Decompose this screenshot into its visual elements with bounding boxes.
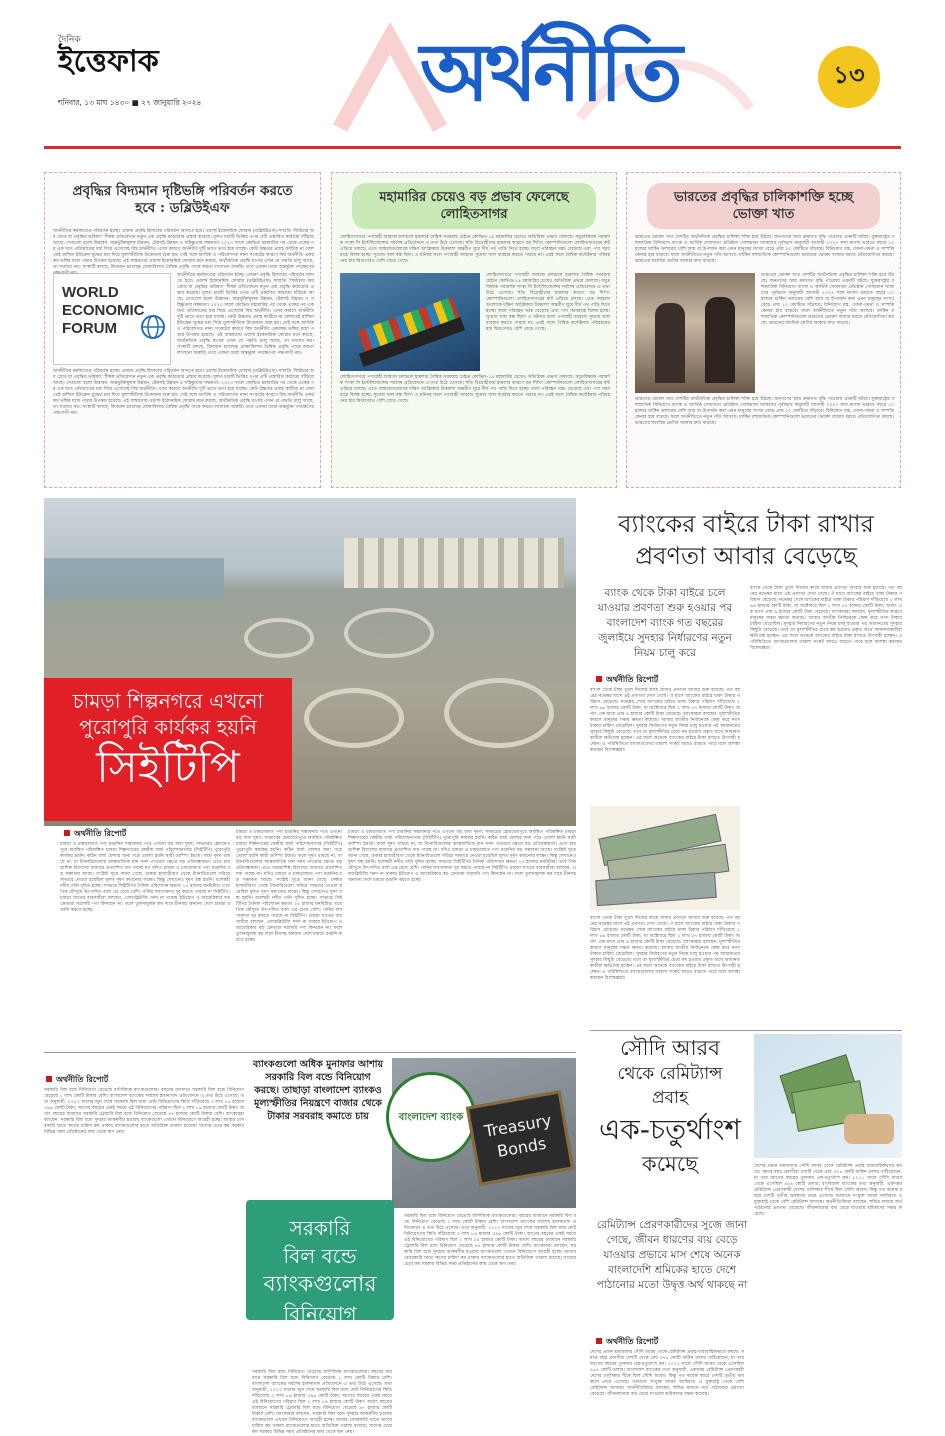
treasury-bonds-sign: Treasury Bonds bbox=[466, 1090, 574, 1185]
red-sea-body-bottom: লোহিতসাগরে পণ্যবাহী জাহাজ চলাচলে হামলার বৈশ্বিক সরবরাহ চেইনে কোভিড-১৯ মহামারির চেয়েও অতিরিক্ত প্রভাব ফেলছে। সমুদ্রবিষয়ক পরামর্শক সংস্থা সি ইন্টেলিজেন্সের সর্বশেষ প্রতিবেদনে এ তথ্য উঠে এসেছে। হুতি বিদ্রোহীদের হামলার কারণে বড় শিপিং কোম্পানিগুলো লোহিতসাগরের রুট এড়িয়ে চলছে। এতে জাহাজগুলোকে দক্ষিণ আফ্রিকার উত্তমাশা অন্তরীপ ঘুরে দীর্ঘ পথ পাড়ি দিতে হচ্ছে। ফলে পরিবহন খরচ বেড়েছে এবং পণ্য সরবরাহে বিলম্ব হচ্ছে। সুয়েজ খাল বন্ধ ছিল। এ ঘটনার ফলে পণ্যবাহী জাহাজ সুয়েজ খাল ব্যবহার করতে পারছে না। এরই ফলে বৈশ্বিক কন্টেইনার পরিবহনের হার দ্বিগুণেরও বেশি বেড়ে গেছে। bbox=[340, 375, 610, 404]
bond-kicker: ব্যাংকগুলো অধিক মুনাফার আশায় সরকারি বিল বন্ডে বিনিয়োগ করছে। তাছাড়া বাংলাদেশ ব্যাংকও মূল্যস্ফীতির নিয়ন্ত্রণে বাজার থেকে টাকার সরবরাহ কমাতে চায় bbox=[252, 1059, 384, 1122]
cetp-byline: অর্থনীতি রিপোর্ট bbox=[64, 828, 126, 841]
page-number: ১৩ bbox=[818, 46, 880, 108]
bank-body-col1: ব্যাংক থেকে টাকা তুলে নিজের কাছে রাখার প্রবণতা আবার শুরু হয়েছে। গত বছরের নভেম্বর মাসে এই প্রবণতা দেখা গেছে। ঐ মাসে ব্যাংকের বাইরে থাকা টাকার পরিমাণ বেড়েছে। নভেম্বর শেষে ব্যাংকের বাইরে থাকা টাকার পরিমাণ দাঁড়িয়েছে ২ লাখ ৬৬ হাজার কোটি টাকা, যা অক্টোবরে ছিল ২ লাখ ৫৭ হাজার কোটি টাকা। অর্থাৎ এক মাসে প্রায় ৯ হাজার কোটি টাকা বেড়েছে। ব্যাংকাররা বলছেন, মূল্যস্ফীতির কারণে মানুষের সঞ্চয় ক্ষমতা কমেছে। আবার জাতীয় নির্বাচনকে কেন্দ্র করে নগদ টাকার চাহিদা বেড়েছিল। সুদহার নির্ধারণের নতুন নিয়ম চালু হওয়ার পর আমানতের সুদহার কিছুটা বেড়েছে। তবে তা মূল্যস্ফীতির চেয়ে কম হওয়ায় প্রকৃত অর্থে আমানতকারীরা ক্ষতিগ্রস্ত হচ্ছেন। এর ফলে অনেকে ব্যাংকের বাইরে টাকা রাখতে উৎসাহী হচ্ছেন। এ পরিস্থিতিতে ব্যাংকগুলোর তারল্য সংকট আরও বাড়তে পারে বলে আশঙ্কা করছেন বিশেষজ্ঞরা। bbox=[590, 688, 740, 753]
red-sea-body-top: লোহিতসাগরে পণ্যবাহী জাহাজ চলাচলে হামলার বৈশ্বিক সরবরাহ চেইনে কোভিড-১৯ মহামারির চেয়েও অতিরিক্ত প্রভাব ফেলছে। সমুদ্রবিষয়ক পরামর্শক সংস্থা সি ইন্টেলিজেন্সের সর্বশেষ প্রতিবেদনে এ তথ্য উঠে এসেছে। হুতি বিদ্রোহীদের হামলার কারণে বড় শিপিং কোম্পানিগুলো লোহিতসাগরের রুট এড়িয়ে চলছে। এতে জাহাজগুলোকে দক্ষিণ আফ্রিকার উত্তমাশা অন্তরীপ ঘুরে দীর্ঘ পথ পাড়ি দিতে হচ্ছে। ফলে পরিবহন খরচ বেড়েছে এবং পণ্য সরবরাহে বিলম্ব হচ্ছে। সুয়েজ খাল বন্ধ ছিল। এ ঘটনার ফলে পণ্যবাহী জাহাজ সুয়েজ খাল ব্যবহার করতে পারছে না। এরই ফলে বৈশ্বিক কন্টেইনার পরিবহনের হার দ্বিগুণেরও বেশি বেড়ে গেছে। bbox=[340, 235, 610, 264]
remit-subhead: রেমিট্যান্স প্রেরণকারীদের সুজে জানা গেছে, জীবন ধারণের ব্যয় বেড়ে যাওয়ার প্রভাবে মাস শেষে অনেক বাংলাদেশি শ্রমিকের হাতে দেশে পাঠানোর মতো উদ্বৃত্ত অর্থ থাকছে না bbox=[596, 1219, 748, 1291]
cetp-body-col2: চামড়া ও চামড়াজাত পণ্য রপ্তানির সম্ভাবনার পথে এখনো বড় বাধা দূষণ। সাভারের হেমায়েতপুরে অবস্থিত পরিকল্পিত চামড়া শিল্পনগরের কেন্দ্রীয় বর্জ্য পরিশোধনাগার (সিইটিপি) পুরোপুরি কার্যকর হয়নি। কঠিন বর্জ্য ফেলার জন্য গড়ে তোলা হয়নি স্থায়ী ডাম্পিং ইয়ার্ড। ফলে দূষণ থামছে না, যা ট্যানারিগুলোর আন্তর্জাতিক মান সনদ পাওয়ার ক্ষেত্রে বড় প্রতিবন্ধকতা। এতে চামড়াশিল্প বিদেশের বাজারে প্রত্যাশিত দাম পাচ্ছে না। যদিও চামড়া ও চামড়াজাত পণ্য রপ্তানির বড় সম্ভাবনা আছে। সংশ্লিষ্ট সূত্রে জানা গেছে, ঢাকার হাজারীবাগ থেকে ট্যানারিগুলো সরিয়ে সাভারে নেওয়া হয়েছিল মূলত দূষণ কমানোর লক্ষ্যে। কিন্তু সেখানেও দূষণ বন্ধ হয়নি। ধলেশ্বরী নদীর পানি দূষিত হচ্ছে। সাভারে সিইটিপির দৈনিক পরিশোধন ক্ষমতা ২৫ হাজার ঘনমিটার। তবে পিক মৌসুমে উৎপাদিত বর্জ্য এর চেয়ে বেশি। পানির লবণাক্ততা দূর করতে পারছে না সিইটিপি। চামড়া খাতের ব্যবসায়ীরা বলছেন, এলডব্লিউজি সনদ না থাকায় ইউরোপ ও আমেরিকার বড় ক্রেতারা সরাসরি পণ্য কিনছেন না। ফলে তুলনামূলক কম দামে চীনসহ অন্যান্য দেশে চামড়া রপ্তানি করতে হচ্ছে। bbox=[236, 830, 342, 943]
wef-logo-line3: FORUM bbox=[62, 320, 117, 337]
bond-body-col3: সরকারি বিল বন্ডে বিনিয়োগ বেড়েছে বাণিজ্যিক ব্যাংকগুলোর। বছরের ব্যবধানে সরকারি বিল বন্ডে বিনিয়োগ বেড়েছে ১ লাখ কোটি টাকার বেশি। বাংলাদেশ ব্যাংকের সর্বশেষ হালনাগাদ প্রতিবেদনে এ তথ্য উঠে এসেছে। তথ্য অনুযায়ী, ২০২৩ সালের জুন শেষে সরকারি বিল বন্ডে মোট বিনিয়োগের স্থিতি দাঁড়িয়েছে ৩ লাখ ৮৬ হাজার ৩৯৬ কোটি টাকা। আগের বছরের একই সময়ে এই বিনিয়োগের পরিমাণ ছিল ২ লাখ ৮৯ হাজার কোটি টাকা। অর্থাৎ বছরের ব্যবধানে সরকারি ট্রেজারি বিল বন্ডে বিনিয়োগ বেড়েছে ৯৭ হাজার কোটি টাকার বেশি। ব্যাংকাররা বলছেন, সরকারি বিল বন্ডে সুদহার আকর্ষণীয় হওয়ায় ব্যাংকগুলো এখানে বিনিয়োগে আগ্রহী হচ্ছে। আবার বেসরকারি খাতে ঋণের চাহিদা কম থাকায় ব্যাংকগুলোর হাতে অতিরিক্ত তারল্য রয়েছে। খাদ্যের চেয়ে কম সরকার বিভিন্ন সময় প্রতিষ্ঠানের কাছ থেকে ঋণ নেয়। bbox=[404, 1214, 576, 1267]
remit-divider bbox=[590, 1030, 902, 1031]
remit-headline bbox=[590, 1034, 750, 1110]
remit-body-col1: দেশের প্রধান শ্রমবাজার সৌদি আরব থেকে রেমিট্যান্স প্রবাহ ধারাবাহিকভাবে কমছে। সমাপ্ত বছর প্রবাসীরা দেশটি থেকে প্রায় ৩৭৪ কোটি মার্কিন ডলার পাঠিয়েছেন, যা তার আগের বছরের তুলনায় এক-চতুর্থাংশ কম। ২০২২ সালে সৌদি আরব থেকে এসেছিল ৪৫৪ কোটি ডলার। বাংলাদেশ ব্যাংকের তথ্য অনুযায়ী, একসময় রেমিট্যান্স প্রেরণকারী দেশের তালিকায় শীর্ষে ছিল সৌদি আরব। কিন্তু গত কয়েক বছরে দেশটি তৃতীয় অবস্থানে নেমে এসেছে। বর্তমানে সংযুক্ত আরব আমিরাত ও যুক্তরাষ্ট্র থেকে বেশি রেমিট্যান্স আসছে। অর্থনীতিবিদরা বলছেন, হুন্ডির মাধ্যমে অর্থ পাঠানোর প্রবণতা বেড়েছে। জীবনযাত্রার ব্যয় বেড়ে যাওয়ায় শ্রমিকদের সঞ্চয় কমেছে। bbox=[590, 1350, 744, 1397]
bond-headline-line3: ব্যাংকগুলোর bbox=[263, 1272, 377, 1297]
bond-headline-line5: বেড়েছে bbox=[289, 1330, 351, 1354]
logo-tagline: দৈনিক bbox=[58, 35, 81, 45]
wef-body-bottom: অর্থনীতির কর্মকাণ্ডের পরিবর্তন হচ্ছে। এজন্য প্রবৃদ্ধি হিসাবের পরিবর্তন আনতে হবে। ওয়ার্ল্ড ইকোনমিক ফোরাম (ডব্লিউইএফ) সম্প্রতি 'ফিউচার অব গ্রোথ বা প্রবৃদ্ধির ভবিষ্যৎ' শীর্ষক প্রতিবেদনে নতুন এক প্রবৃদ্ধি কাঠামোর প্রস্তাব করেছে। মূলত চারটি ভিত্তির ওপর এটি প্রস্তাবিত কাঠামো দাঁড়িয়ে আছে। সেগুলো হলো উদ্ভাবন, অন্তর্ভুক্তিমূলক উন্নয়ন, টেকসই উন্নয়ন ও সহিষ্ণুতার সক্ষমতা। ২০২৩ সালে কোভিড মহামারির পর থেকে একের পর এক ঘাত প্রতিঘাতের মধ্য দিয়ে এগোচ্ছে বিশ্ব অর্থনীতি। এসব কারণে অর্থনীতি দুটি ভাগে ভাগ হয়ে যাচ্ছে। কেউ উচ্চতর প্রবাহ কাটিয়ে না ফেলতেই রাশিয়া ইউক্রেন যুদ্ধের মধ্য দিয়ে মুল্যস্ফীতিক উত্তেজনা শুরু হয়। সেই সঙ্গে আর্থিক ও পরিবেশগত নানা সংকটের কারণে বিশ্ব অর্থনীতি একরকম ভঙ্গির মধ্যে পড়ার উপক্রম হয়েছে। এই বাস্তবতায় ওয়ার্ল্ড ইকোনমিক ফোরাম মনে করছে, অর্থনৈতিক প্রবৃদ্ধি মাপার এখন যে পদ্ধতি চালু আছে, তা যথাযথ নয়। সংস্থাটি বলছে, বিদ্যমান চ্যালেঞ্জ মোকাবিলায় বৈশ্বিক প্রবৃদ্ধি পাকে ফয়ত্য লাগানো জরুরি। তবে এজন্য তারা অন্তর্ভুক্ত পদক্ষেপের পক্ষপাতী নয়। bbox=[53, 369, 314, 416]
bond-body-col1: সরকারি বিল বন্ডে বিনিয়োগ বেড়েছে বাণিজ্যিক ব্যাংকগুলোর। বছরের ব্যবধানে সরকারি বিল বন্ডে বিনিয়োগ বেড়েছে ১ লাখ কোটি টাকার বেশি। বাংলাদেশ ব্যাংকের সর্বশেষ হালনাগাদ প্রতিবেদনে এ তথ্য উঠে এসেছে। তথ্য অনুযায়ী, ২০২৩ সালের জুন শেষে সরকারি বিল বন্ডে মোট বিনিয়োগের স্থিতি দাঁড়িয়েছে ৩ লাখ ৮৬ হাজার ৩৯৬ কোটি টাকা। আগের বছরের একই সময়ে এই বিনিয়োগের পরিমাণ ছিল ২ লাখ ৮৯ হাজার কোটি টাকা। অর্থাৎ বছরের ব্যবধানে সরকারি ট্রেজারি বিল বন্ডে বিনিয়োগ বেড়েছে ৯৭ হাজার কোটি টাকার বেশি। ব্যাংকাররা বলছেন, সরকারি বিল বন্ডে সুদহার আকর্ষণীয় হওয়ায় ব্যাংকগুলো এখানে বিনিয়োগে আগ্রহী হচ্ছে। আবার বেসরকারি খাতে ঋণের চাহিদা কম থাকায় ব্যাংকগুলোর হাতে অতিরিক্ত তারল্য রয়েছে। খাদ্যের চেয়ে কম সরকার বিভিন্ন সময় প্রতিষ্ঠানের কাছ থেকে ঋণ নেয়। bbox=[44, 1088, 244, 1135]
bond-headline-line2: বিল বন্ডে bbox=[283, 1244, 357, 1268]
india-headline: ভারতের প্রবৃদ্ধির চালিকাশক্তি হচ্ছে ভোক্তা খাত bbox=[647, 183, 880, 229]
red-sea-box bbox=[331, 172, 617, 488]
bond-body-col2: সরকারি বিল বন্ডে বিনিয়োগ বেড়েছে বাণিজ্যিক ব্যাংকগুলোর। বছরের ব্যবধানে সরকারি বিল বন্ডে বিনিয়োগ বেড়েছে ১ লাখ কোটি টাকার বেশি। বাংলাদেশ ব্যাংকের সর্বশেষ হালনাগাদ প্রতিবেদনে এ তথ্য উঠে এসেছে। তথ্য অনুযায়ী, ২০২৩ সালের জুন শেষে সরকারি বিল বন্ডে মোট বিনিয়োগের স্থিতি দাঁড়িয়েছে ৩ লাখ ৮৬ হাজার ৩৯৬ কোটি টাকা। আগের বছরের একই সময়ে এই বিনিয়োগের পরিমাণ ছিল ২ লাখ ৮৯ হাজার কোটি টাকা। অর্থাৎ বছরের ব্যবধানে সরকারি ট্রেজারি বিল বন্ডে বিনিয়োগ বেড়েছে ৯৭ হাজার কোটি টাকার বেশি। ব্যাংকাররা বলছেন, সরকারি বিল বন্ডে সুদহার আকর্ষণীয় হওয়ায় ব্যাংকগুলো এখানে বিনিয়োগে আগ্রহী হচ্ছে। আবার বেসরকারি খাতে ঋণের চাহিদা কম থাকায় ব্যাংকগুলোর হাতে অতিরিক্ত তারল্য রয়েছে। খাদ্যের চেয়ে কম সরকার বিভিন্ন সময় প্রতিষ্ঠানের কাছ থেকে ঋণ নেয়। bbox=[252, 1370, 392, 1435]
wef-logo-line1: WORLD bbox=[62, 284, 119, 301]
container-ship-photo bbox=[340, 273, 480, 371]
bank-headline-line1: ব্যাংকের বাইরে টাকা রাখার bbox=[618, 510, 874, 538]
wef-logo bbox=[53, 273, 171, 365]
treasury-photo bbox=[392, 1058, 576, 1208]
wef-body-side: অর্থনীতির কর্মকাণ্ডের পরিবর্তন হচ্ছে। এজন্য প্রবৃদ্ধি হিসাবের পরিবর্তন আনতে হবে। ওয়ার্ল্ড ইকোনমিক ফোরাম (ডব্লিউইএফ) সম্প্রতি 'ফিউচার অব গ্রোথ বা প্রবৃদ্ধির ভবিষ্যৎ' শীর্ষক প্রতিবেদনে নতুন এক প্রবৃদ্ধি কাঠামোর প্রস্তাব করেছে। মূলত চারটি ভিত্তির ওপর এটি প্রস্তাবিত কাঠামো দাঁড়িয়ে আছে। সেগুলো হলো উদ্ভাবন, অন্তর্ভুক্তিমূলক উন্নয়ন, টেকসই উন্নয়ন ও সহিষ্ণুতার সক্ষমতা। ২০২৩ সালে কোভিড মহামারির পর থেকে একের পর এক ঘাত প্রতিঘাতের মধ্য দিয়ে এগোচ্ছে বিশ্ব অর্থনীতি। এসব কারণে অর্থনীতি দুটি ভাগে ভাগ হয়ে যাচ্ছে। কেউ উচ্চতর প্রবাহ কাটিয়ে না ফেলতেই রাশিয়া ইউক্রেন যুদ্ধের মধ্য দিয়ে মুল্যস্ফীতিক উত্তেজনা শুরু হয়। সেই সঙ্গে আর্থিক ও পরিবেশগত নানা সংকটের কারণে বিশ্ব অর্থনীতি একরকম ভঙ্গির মধ্যে পড়ার উপক্রম হয়েছে। এই বাস্তবতায় ওয়ার্ল্ড ইকোনমিক ফোরাম মনে করছে, অর্থনৈতিক প্রবৃদ্ধি মাপার এখন যে পদ্ধতি চালু আছে, তা যথাযথ নয়। সংস্থাটি বলছে, বিদ্যমান চ্যালেঞ্জ মোকাবিলায় বৈশ্বিক প্রবৃদ্ধি পাকে ফয়ত্য লাগানো জরুরি। তবে এজন্য তারা অন্তর্ভুক্ত পদক্ষেপের পক্ষপাতী নয়। bbox=[177, 273, 314, 356]
cetp-headline-big: সিইটিপি bbox=[96, 742, 240, 793]
cetp-headline-line1: চামড়া শিল্পনগরে এখনো bbox=[72, 689, 264, 713]
remit-headline-big: এক-চতুর্থাংশ bbox=[599, 1113, 741, 1146]
cetp-body-right: চামড়া ও চামড়াজাত পণ্য রপ্তানির সম্ভাবনার পথে এখনো বড় বাধা দূষণ। সাভারের হেমায়েতপুরে অবস্থিত পরিকল্পিত চামড়া শিল্পনগরের কেন্দ্রীয় বর্জ্য পরিশোধনাগার (সিইটিপি) পুরোপুরি কার্যকর হয়নি। কঠিন বর্জ্য ফেলার জন্য গড়ে তোলা হয়নি স্থায়ী ডাম্পিং ইয়ার্ড। ফলে দূষণ থামছে না, যা ট্যানারিগুলোর আন্তর্জাতিক মান সনদ পাওয়ার ক্ষেত্রে বড় প্রতিবন্ধকতা। এতে চামড়াশিল্প বিদেশের বাজারে প্রত্যাশিত দাম পাচ্ছে না। যদিও চামড়া ও চামড়াজাত পণ্য রপ্তানির বড় সম্ভাবনা আছে। সংশ্লিষ্ট সূত্রে জানা গেছে, ঢাকার হাজারীবাগ থেকে ট্যানারিগুলো সরিয়ে সাভারে নেওয়া হয়েছিল মূলত দূষণ কমানোর লক্ষ্যে। কিন্তু সেখানেও দূষণ বন্ধ হয়নি। ধলেশ্বরী নদীর পানি দূষিত হচ্ছে। সাভারে সিইটিপির দৈনিক পরিশোধন ক্ষমতা ২৫ হাজার ঘনমিটার। তবে পিক মৌসুমে উৎপাদিত বর্জ্য এর চেয়ে বেশি। পানির লবণাক্ততা দূর করতে পারছে না সিইটিপি। চামড়া খাতের ব্যবসায়ীরা বলছেন, এলডব্লিউজি সনদ না থাকায় ইউরোপ ও আমেরিকার বড় ক্রেতারা সরাসরি পণ্য কিনছেন না। ফলে তুলনামূলক কম দামে চীনসহ অন্যান্য দেশে চামড়া রপ্তানি করতে হচ্ছে। bbox=[348, 830, 576, 883]
remit-body-col2: দেশের প্রধান শ্রমবাজার সৌদি আরব থেকে রেমিট্যান্স প্রবাহ ধারাবাহিকভাবে কমছে। সমাপ্ত বছর প্রবাসীরা দেশটি থেকে প্রায় ৩৭৪ কোটি মার্কিন ডলার পাঠিয়েছেন, যা তার আগের বছরের তুলনায় এক-চতুর্থাংশ কম। ২০২২ সালে সৌদি আরব থেকে এসেছিল ৪৫৪ কোটি ডলার। বাংলাদেশ ব্যাংকের তথ্য অনুযায়ী, একসময় রেমিট্যান্স প্রেরণকারী দেশের তালিকায় শীর্ষে ছিল সৌদি আরব। কিন্তু গত কয়েক বছরে দেশটি তৃতীয় অবস্থানে নেমে এসেছে। বর্তমানে সংযুক্ত আরব আমিরাত ও যুক্তরাষ্ট্র থেকে বেশি রেমিট্যান্স আসছে। অর্থনীতিবিদরা বলছেন, হুন্ডির মাধ্যমে অর্থ পাঠানোর প্রবণতা বেড়েছে। জীবনযাত্রার ব্যয় বেড়ে যাওয়ায় শ্রমিকদের সঞ্চয় কমেছে। bbox=[754, 1164, 902, 1217]
wef-body-top: অর্থনীতির কর্মকাণ্ডের পরিবর্তন হচ্ছে। এজন্য প্রবৃদ্ধি হিসাবের পরিবর্তন আনতে হবে। ওয়ার্ল্ড ইকোনমিক ফোরাম (ডব্লিউইএফ) সম্প্রতি 'ফিউচার অব গ্রোথ বা প্রবৃদ্ধির ভবিষ্যৎ' শীর্ষক প্রতিবেদনে নতুন এক প্রবৃদ্ধি কাঠামোর প্রস্তাব করেছে। মূলত চারটি ভিত্তির ওপর এটি প্রস্তাবিত কাঠামো দাঁড়িয়ে আছে। সেগুলো হলো উদ্ভাবন, অন্তর্ভুক্তিমূলক উন্নয়ন, টেকসই উন্নয়ন ও সহিষ্ণুতার সক্ষমতা। ২০২৩ সালে কোভিড মহামারির পর থেকে একের পর এক ঘাত প্রতিঘাতের মধ্য দিয়ে এগোচ্ছে বিশ্ব অর্থনীতি। এসব কারণে অর্থনীতি দুটি ভাগে ভাগ হয়ে যাচ্ছে। কেউ উচ্চতর প্রবাহ কাটিয়ে না ফেলতেই রাশিয়া ইউক্রেন যুদ্ধের মধ্য দিয়ে মুল্যস্ফীতিক উত্তেজনা শুরু হয়। সেই সঙ্গে আর্থিক ও পরিবেশগত নানা সংকটের কারণে বিশ্ব অর্থনীতি একরকম ভঙ্গির মধ্যে পড়ার উপক্রম হয়েছে। এই বাস্তবতায় ওয়ার্ল্ড ইকোনমিক ফোরাম মনে করছে, অর্থনৈতিক প্রবৃদ্ধি মাপার এখন যে পদ্ধতি চালু আছে, তা যথাযথ নয়। সংস্থাটি বলছে, বিদ্যমান চ্যালেঞ্জ মোকাবিলায় বৈশ্বিক প্রবৃদ্ধি পাকে ফয়ত্য লাগানো জরুরি। তবে এজন্য তারা অন্তর্ভুক্ত পদক্ষেপের পক্ষপাতী নয়। bbox=[53, 229, 314, 276]
bank-body-col1b: ব্যাংক থেকে টাকা তুলে নিজের কাছে রাখার প্রবণতা আবার শুরু হয়েছে। গত বছরের নভেম্বর মাসে এই প্রবণতা দেখা গেছে। ঐ মাসে ব্যাংকের বাইরে থাকা টাকার পরিমাণ বেড়েছে। নভেম্বর শেষে ব্যাংকের বাইরে থাকা টাকার পরিমাণ দাঁড়িয়েছে ২ লাখ ৬৬ হাজার কোটি টাকা, যা অক্টোবরে ছিল ২ লাখ ৫৭ হাজার কোটি টাকা। অর্থাৎ এক মাসে প্রায় ৯ হাজার কোটি টাকা বেড়েছে। ব্যাংকাররা বলছেন, মূল্যস্ফীতির কারণে মানুষের সঞ্চয় ক্ষমতা কমেছে। আবার জাতীয় নির্বাচনকে কেন্দ্র করে নগদ টাকার চাহিদা বেড়েছিল। সুদহার নির্ধারণের নতুন নিয়ম চালু হওয়ার পর আমানতের সুদহার কিছুটা বেড়েছে। তবে তা মূল্যস্ফীতির চেয়ে কম হওয়ায় প্রকৃত অর্থে আমানতকারীরা ক্ষতিগ্রস্ত হচ্ছেন। এর ফলে অনেকে ব্যাংকের বাইরে টাকা রাখতে উৎসাহী হচ্ছেন। এ পরিস্থিতিতে ব্যাংকগুলোর তারল্য সংকট আরও বাড়তে পারে বলে আশঙ্কা করছেন বিশেষজ্ঞরা। bbox=[590, 916, 740, 981]
wef-headline: প্রবৃদ্ধির বিদ্যমান দৃষ্টিভঙ্গি পরিবর্তন করতে হবে : ডব্লিউইএফ bbox=[72, 183, 293, 216]
bank-headline bbox=[590, 508, 902, 572]
remit-headline-last: কমেছে bbox=[642, 1152, 698, 1176]
section-title: অর্থনীতি bbox=[420, 26, 679, 119]
globe-icon bbox=[140, 314, 166, 340]
red-sea-headline: মহামারির চেয়েও বড় প্রভাব ফেলেছে লোহিতসাগর bbox=[352, 183, 596, 229]
remit-headline-line3: প্রবাহ bbox=[651, 1088, 688, 1108]
bond-headline-line4: বিনিয়োগ bbox=[283, 1302, 357, 1326]
remit-byline: অর্থনীতি রিপোর্ট bbox=[596, 1336, 658, 1349]
bond-byline: অর্থনীতি রিপোর্ট bbox=[46, 1074, 108, 1087]
india-body-side: ভারতের ভোক্তা খাত দেশটির অর্থনৈতিক প্রবৃদ্ধির চালিকা শক্তি হয়ে উঠছে। জনগণের আয় ক্রমাগত বৃদ্ধি পাওয়ায় এমনটি ঘটছে। যুক্তরাষ্ট্রের বহুজাতিক বিনিয়োগ ব্যাংক ও আর্থিক সেবাদাতা প্রতিষ্ঠান গোল্ডম্যান স্যাকসের পূর্বাভাস অনুযায়ী আগামী ২০২৭ সাল নাগাদ ভারতে বছরে ১০ হাজার মার্কিন ডলারের বেশি আয় বা উপার্জন করা এমন মানুষের সংখ্যা বেড়ে প্রায় ১০ কোটিতে দাঁড়াবে। বিনিয়োগ যন্ত্র, সোনা-গয়না ও সম্পত্তি কেনার হার বাড়বে। ফলে অর্থনীতিতে নতুন গতি আসবে। মার্কিন বহুজাতিক কোম্পানিগুলো ভারতের ভোক্তা বাজার ধরতে প্রতিযোগিতা করছে। ভারতের মধ্যবিত্ত শ্রেণির আকার দ্রুত বাড়ছে। bbox=[761, 273, 894, 326]
bond-headline-line1: সরকারি bbox=[289, 1216, 351, 1240]
cetp-body-col1: চামড়া ও চামড়াজাত পণ্য রপ্তানির সম্ভাবনার পথে এখনো বড় বাধা দূষণ। সাভারের হেমায়েতপুরে অবস্থিত পরিকল্পিত চামড়া শিল্পনগরের কেন্দ্রীয় বর্জ্য পরিশোধনাগার (সিইটিপি) পুরোপুরি কার্যকর হয়নি। কঠিন বর্জ্য ফেলার জন্য গড়ে তোলা হয়নি স্থায়ী ডাম্পিং ইয়ার্ড। ফলে দূষণ থামছে না, যা ট্যানারিগুলোর আন্তর্জাতিক মান সনদ পাওয়ার ক্ষেত্রে বড় প্রতিবন্ধকতা। এতে চামড়াশিল্প বিদেশের বাজারে প্রত্যাশিত দাম পাচ্ছে না। যদিও চামড়া ও চামড়াজাত পণ্য রপ্তানির বড় সম্ভাবনা আছে। সংশ্লিষ্ট সূত্রে জানা গেছে, ঢাকার হাজারীবাগ থেকে ট্যানারিগুলো সরিয়ে সাভারে নেওয়া হয়েছিল মূলত দূষণ কমানোর লক্ষ্যে। কিন্তু সেখানেও দূষণ বন্ধ হয়নি। ধলেশ্বরী নদীর পানি দূষিত হচ্ছে। সাভারে সিইটিপির দৈনিক পরিশোধন ক্ষমতা ২৫ হাজার ঘনমিটার। তবে পিক মৌসুমে উৎপাদিত বর্জ্য এর চেয়ে বেশি। পানির লবণাক্ততা দূর করতে পারছে না সিইটিপি। চামড়া খাতের ব্যবসায়ীরা বলছেন, এলডব্লিউজি সনদ না থাকায় ইউরোপ ও আমেরিকার বড় ক্রেতারা সরাসরি পণ্য কিনছেন না। ফলে তুলনামূলক কম দামে চীনসহ অন্যান্য দেশে চামড়া রপ্তানি করতে হচ্ছে। bbox=[60, 842, 230, 913]
india-body-top: ভারতের ভোক্তা খাত দেশটির অর্থনৈতিক প্রবৃদ্ধির চালিকা শক্তি হয়ে উঠছে। জনগণের আয় ক্রমাগত বৃদ্ধি পাওয়ায় এমনটি ঘটছে। যুক্তরাষ্ট্রের বহুজাতিক বিনিয়োগ ব্যাংক ও আর্থিক সেবাদাতা প্রতিষ্ঠান গোল্ডম্যান স্যাকসের পূর্বাভাস অনুযায়ী আগামী ২০২৭ সাল নাগাদ ভারতে বছরে ১০ হাজার মার্কিন ডলারের বেশি আয় বা উপার্জন করা এমন মানুষের সংখ্যা বেড়ে প্রায় ১০ কোটিতে দাঁড়াবে। বিনিয়োগ যন্ত্র, সোনা-গয়না ও সম্পত্তি কেনার হার বাড়বে। ফলে অর্থনীতিতে নতুন গতি আসবে। মার্কিন বহুজাতিক কোম্পানিগুলো ভারতের ভোক্তা বাজার ধরতে প্রতিযোগিতা করছে। ভারতের মধ্যবিত্ত শ্রেণির আকার দ্রুত বাড়ছে। bbox=[635, 235, 894, 264]
remit-headline-line2: থেকে রেমিট্যান্স bbox=[617, 1064, 723, 1084]
bank-body-col2: ব্যাংক থেকে টাকা তুলে নিজের কাছে রাখার প্রবণতা আবার শুরু হয়েছে। গত বছরের নভেম্বর মাসে এই প্রবণতা দেখা গেছে। ঐ মাসে ব্যাংকের বাইরে থাকা টাকার পরিমাণ বেড়েছে। নভেম্বর শেষে ব্যাংকের বাইরে থাকা টাকার পরিমাণ দাঁড়িয়েছে ২ লাখ ৬৬ হাজার কোটি টাকা, যা অক্টোবরে ছিল ২ লাখ ৫৭ হাজার কোটি টাকা। অর্থাৎ এক মাসে প্রায় ৯ হাজার কোটি টাকা বেড়েছে। ব্যাংকাররা বলছেন, মূল্যস্ফীতির কারণে মানুষের সঞ্চয় ক্ষমতা কমেছে। আবার জাতীয় নির্বাচনকে কেন্দ্র করে নগদ টাকার চাহিদা বেড়েছিল। সুদহার নির্ধারণের নতুন নিয়ম চালু হওয়ার পর আমানতের সুদহার কিছুটা বেড়েছে। তবে তা মূল্যস্ফীতির চেয়ে কম হওয়ায় প্রকৃত অর্থে আমানতকারীরা ক্ষতিগ্রস্ত হচ্ছেন। এর ফলে অনেকে ব্যাংকের বাইরে টাকা রাখতে উৎসাহী হচ্ছেন। এ পরিস্থিতিতে ব্যাংকগুলোর তারল্য সংকট আরও বাড়তে পারে বলে আশঙ্কা করছেন বিশেষজ্ঞরা। bbox=[750, 586, 902, 651]
bank-byline: অর্থনীতি রিপোর্ট bbox=[596, 674, 658, 687]
red-sea-body-side: লোহিতসাগরে পণ্যবাহী জাহাজ চলাচলে হামলার বৈশ্বিক সরবরাহ চেইনে কোভিড-১৯ মহামারির চেয়েও অতিরিক্ত প্রভাব ফেলছে। সমুদ্রবিষয়ক পরামর্শক সংস্থা সি ইন্টেলিজেন্সের সর্বশেষ প্রতিবেদনে এ তথ্য উঠে এসেছে। হুতি বিদ্রোহীদের হামলার কারণে বড় শিপিং কোম্পানিগুলো লোহিতসাগরের রুট এড়িয়ে চলছে। এতে জাহাজগুলোকে দক্ষিণ আফ্রিকার উত্তমাশা অন্তরীপ ঘুরে দীর্ঘ পথ পাড়ি দিতে হচ্ছে। ফলে পরিবহন খরচ বেড়েছে এবং পণ্য সরবরাহে বিলম্ব হচ্ছে। সুয়েজ খাল বন্ধ ছিল। এ ঘটনার ফলে পণ্যবাহী জাহাজ সুয়েজ খাল ব্যবহার করতে পারছে না। এরই ফলে বৈশ্বিক কন্টেইনার পরিবহনের হার দ্বিগুণেরও বেশি বেড়ে গেছে। bbox=[486, 273, 610, 332]
cetp-headline-band bbox=[44, 678, 292, 821]
india-body-bottom: ভারতের ভোক্তা খাত দেশটির অর্থনৈতিক প্রবৃদ্ধির চালিকা শক্তি হয়ে উঠছে। জনগণের আয় ক্রমাগত বৃদ্ধি পাওয়ায় এমনটি ঘটছে। যুক্তরাষ্ট্রের বহুজাতিক বিনিয়োগ ব্যাংক ও আর্থিক সেবাদাতা প্রতিষ্ঠান গোল্ডম্যান স্যাকসের পূর্বাভাস অনুযায়ী আগামী ২০২৭ সাল নাগাদ ভারতে বছরে ১০ হাজার মার্কিন ডলারের বেশি আয় বা উপার্জন করা এমন মানুষের সংখ্যা বেড়ে প্রায় ১০ কোটিতে দাঁড়াবে। বিনিয়োগ যন্ত্র, সোনা-গয়না ও সম্পত্তি কেনার হার বাড়বে। ফলে অর্থনীতিতে নতুন গতি আসবে। মার্কিন বহুজাতিক কোম্পানিগুলো ভারতের ভোক্তা বাজার ধরতে প্রতিযোগিতা করছে। ভারতের মধ্যবিত্ত শ্রেণির আকার দ্রুত বাড়ছে। bbox=[635, 397, 894, 426]
bond-headline bbox=[246, 1214, 394, 1356]
wef-logo-line2: ECONOMIC bbox=[62, 302, 145, 319]
bank-headline-line2: প্রবণতা আবার বেড়েছে bbox=[635, 542, 857, 570]
india-box bbox=[626, 172, 901, 488]
shopping-photo bbox=[635, 273, 755, 393]
remit-headline-line1: সৌদি আরব bbox=[620, 1036, 720, 1060]
bank-subhead: ব্যাংক থেকে টাকা বাইরে চলে যাওয়ার প্রবণতা শুরু হওয়ার পর বাংলাদেশ ব্যাংক গত বছরের জুলাইয়ে সুদহার নির্ধারণের নতুন নিয়ম চালু করে bbox=[597, 587, 733, 659]
money-stack-photo bbox=[590, 806, 740, 910]
header-rule bbox=[44, 146, 901, 149]
ittefaq-logo bbox=[58, 32, 248, 80]
date-line: শনিবার, ১৩ মাঘ ১৪৩০ ■ ২৭ জানুয়ারি ২০২৪ bbox=[58, 98, 202, 107]
logo-paper-name: ইত্তেফাক bbox=[58, 44, 159, 79]
remittance-photo bbox=[754, 1034, 902, 1158]
bond-divider bbox=[44, 1052, 576, 1053]
wef-box bbox=[44, 172, 321, 488]
bangladesh-bank-seal: বাংলাদেশ ব্যাংক bbox=[398, 1111, 464, 1123]
cetp-headline-line2: পুরোপুরি কার্যকর হয়নি bbox=[79, 715, 257, 739]
